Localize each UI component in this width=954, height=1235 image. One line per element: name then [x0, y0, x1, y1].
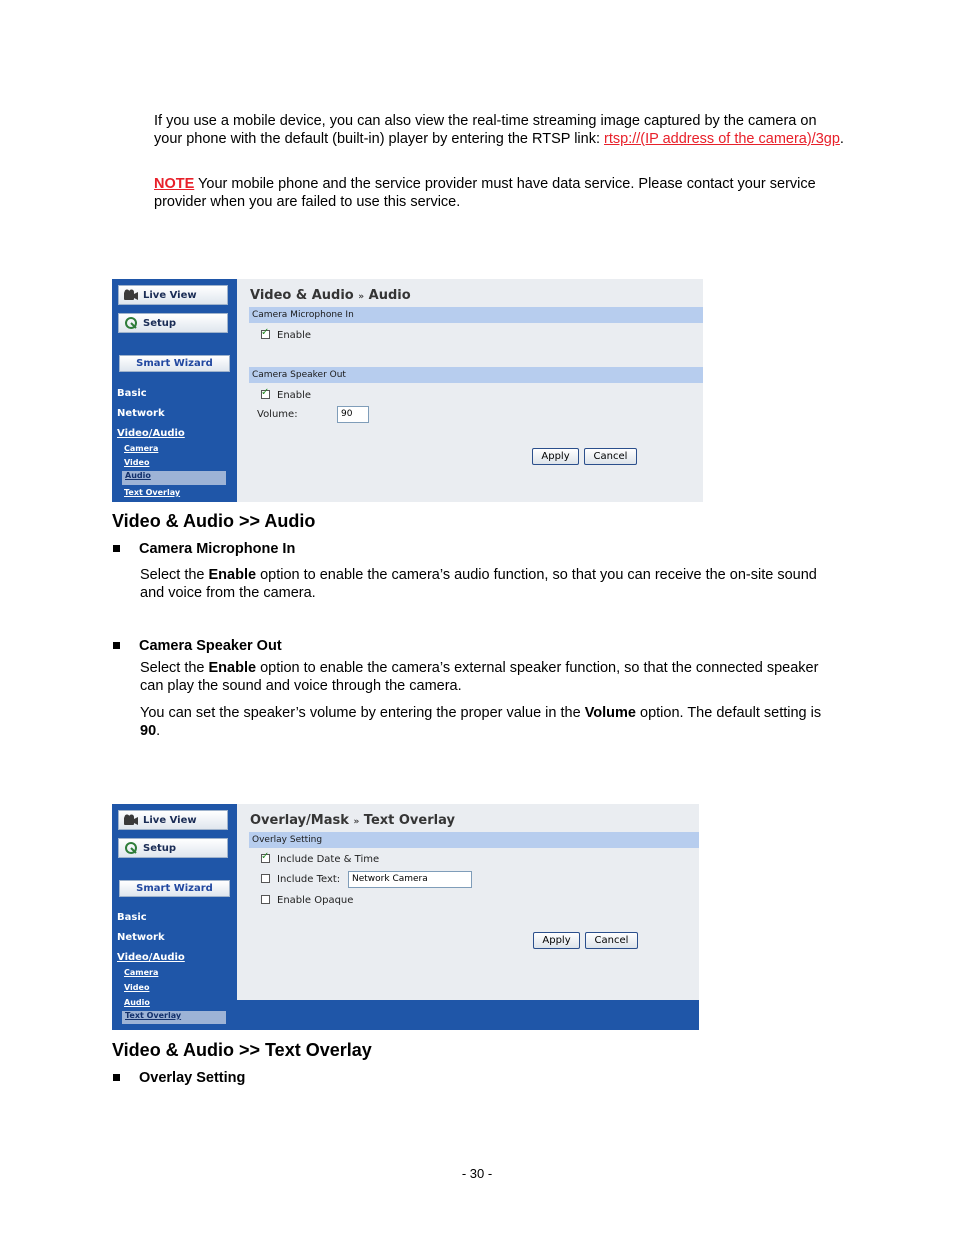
rtsp-link[interactable]: rtsp://(IP address of the camera)/3gp [604, 131, 840, 147]
sidebar-sub-camera[interactable]: Camera [124, 444, 159, 453]
sidebar-sub-video[interactable]: Video [124, 983, 150, 992]
sidebar-sub-audio[interactable]: Audio [122, 471, 226, 485]
overlay-section-header: Overlay Setting [249, 832, 699, 848]
note-label: NOTE [154, 176, 195, 192]
mic-enable-checkbox[interactable] [261, 330, 270, 339]
live-view-button[interactable]: Live View [118, 810, 228, 830]
panel-title: Overlay/Mask » Text Overlay [250, 813, 455, 828]
sidebar-item-basic[interactable]: Basic [117, 912, 147, 923]
section-heading-text-overlay: Video & Audio >> Text Overlay [112, 1040, 372, 1060]
sidebar-sub-audio[interactable]: Audio [124, 998, 150, 1007]
sidebar-sub-camera[interactable]: Camera [124, 968, 159, 977]
section-heading-audio: Video & Audio >> Audio [112, 511, 316, 531]
sidebar-item-network[interactable]: Network [117, 408, 165, 419]
panel-title: Video & Audio » Audio [250, 288, 411, 303]
camera-icon [124, 814, 138, 826]
sidebar-item-video-audio[interactable]: Video/Audio [117, 428, 185, 439]
include-text-label: Include Text: [277, 874, 341, 885]
include-text-checkbox[interactable] [261, 874, 270, 883]
speaker-enable-label: Enable [277, 390, 312, 401]
sidebar-item-basic[interactable]: Basic [117, 388, 147, 399]
bullet-square-icon [113, 545, 120, 552]
cancel-button[interactable]: Cancel [585, 932, 638, 949]
mic-section-header: Camera Microphone In [249, 307, 703, 323]
cancel-button[interactable]: Cancel [584, 448, 637, 465]
apply-button[interactable]: Apply [533, 932, 580, 949]
wrench-icon [124, 842, 138, 854]
mic-description: Select the Enable option to enable the camera’s audio function, so that you can receive the on-site sound and voice from the camera. [140, 567, 817, 601]
sidebar-sub-text-overlay[interactable]: Text Overlay [124, 488, 181, 497]
intro-paragraph: If you use a mobile device, you can also view the real-time streaming image captured by the camera on your phone with the default (built-in) player by entering the RTSP link: rtsp://(IP address of the camera)/3gp. [154, 113, 844, 147]
setup-sidebar [112, 279, 237, 502]
volume-description: You can set the speaker’s volume by entering the proper value in the Volume option. The default setting is 90. [140, 705, 822, 739]
sidebar-item-network[interactable]: Network [117, 932, 165, 943]
camera-icon [124, 289, 138, 301]
live-view-button[interactable]: Live View [118, 285, 228, 305]
bullet-mic: Camera Microphone In [113, 541, 295, 557]
speaker-description: Select the Enable option to enable the camera’s external speaker function, so that the connected speaker can play the sound and voice through the camera. [140, 660, 819, 694]
include-date-time-label: Include Date & Time [277, 854, 380, 865]
volume-input[interactable]: 90 [337, 406, 369, 423]
sidebar-sub-text-overlay[interactable]: Text Overlay [122, 1011, 226, 1024]
bullet-square-icon [113, 642, 120, 649]
enable-opaque-checkbox[interactable] [261, 895, 270, 904]
audio-settings-screenshot [112, 279, 703, 502]
include-date-time-checkbox[interactable] [261, 854, 270, 863]
sidebar-sub-video[interactable]: Video [124, 458, 150, 467]
enable-opaque-label: Enable Opaque [277, 895, 354, 906]
page-number: - 30 - [461, 1166, 493, 1181]
apply-button[interactable]: Apply [532, 448, 579, 465]
setup-button[interactable]: Setup [118, 313, 228, 333]
setup-sidebar [112, 804, 237, 1030]
speaker-enable-checkbox[interactable] [261, 390, 270, 399]
smart-wizard-button[interactable]: Smart Wizard [119, 880, 230, 897]
speaker-section-header: Camera Speaker Out [249, 367, 703, 383]
bullet-overlay-setting: Overlay Setting [113, 1070, 245, 1086]
overlay-text-input[interactable]: Network Camera [348, 871, 472, 888]
mic-enable-label: Enable [277, 330, 312, 341]
sidebar-item-video-audio[interactable]: Video/Audio [117, 952, 185, 963]
text-overlay-screenshot [112, 804, 699, 1030]
note-paragraph: NOTE Your mobile phone and the service provider must have data service. Please contact your service provider when you are failed to use this service. [154, 176, 816, 210]
bullet-speaker: Camera Speaker Out [113, 638, 282, 654]
setup-button[interactable]: Setup [118, 838, 228, 858]
bullet-square-icon [113, 1074, 120, 1081]
wrench-icon [124, 317, 138, 329]
smart-wizard-button[interactable]: Smart Wizard [119, 355, 230, 372]
volume-label: Volume: [257, 409, 298, 420]
